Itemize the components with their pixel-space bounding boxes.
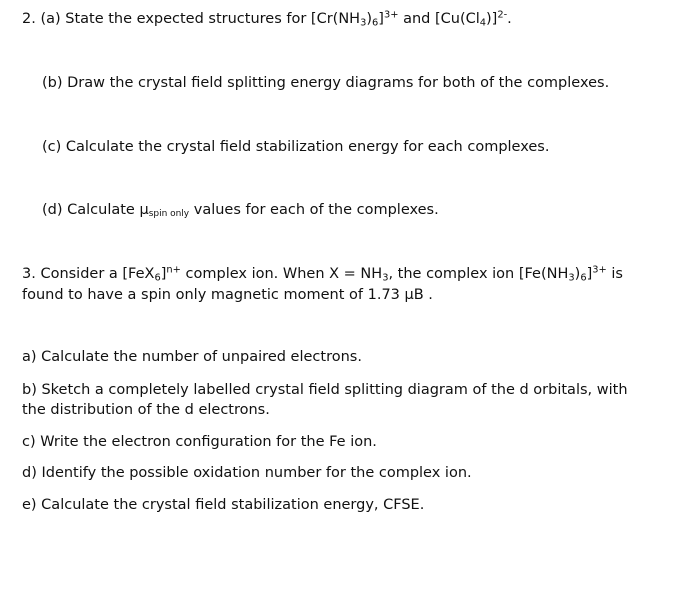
q3-part-e: e) Calculate the crystal field stabilization energy, CFSE.: [22, 497, 425, 513]
q2-part-c: (c) Calculate the crystal field stabilization energy for each complexes.: [42, 139, 550, 155]
q2-part-b: (b) Draw the crystal field splitting energy diagrams for both of the complexes.: [42, 75, 610, 91]
q3-part-d: d) Identify the possible oxidation number for the complex ion.: [22, 465, 472, 481]
q3-intro-line2: found to have a spin only magnetic moment of 1.73 μB .: [22, 287, 433, 303]
q2-part-d: (d) Calculate $\mu_{spin only}$ values for each of the complexes.: [42, 202, 439, 220]
q3-intro-line1: 3. Consider a $[FeX_6]^{n+}$ complex ion. When $X = NH_3$, the complex ion $[Fe(NH_3)_6]^{3+}$ is: [22, 264, 623, 284]
q2-part-a: 2. (a) State the expected structures for $[Cr(NH_3)_6]^{3+}$ and $[Cu(Cl_4)]^{2-}$.: [22, 9, 512, 29]
q3-part-c: c) Write the electron configuration for the Fe ion.: [22, 434, 377, 450]
q3-part-b: b) Sketch a completely labelled crystal field splitting diagram of the d orbitals, with the distribution of the d electrons.: [22, 382, 628, 418]
q3-part-a: a) Calculate the number of unpaired electrons.: [22, 349, 362, 365]
